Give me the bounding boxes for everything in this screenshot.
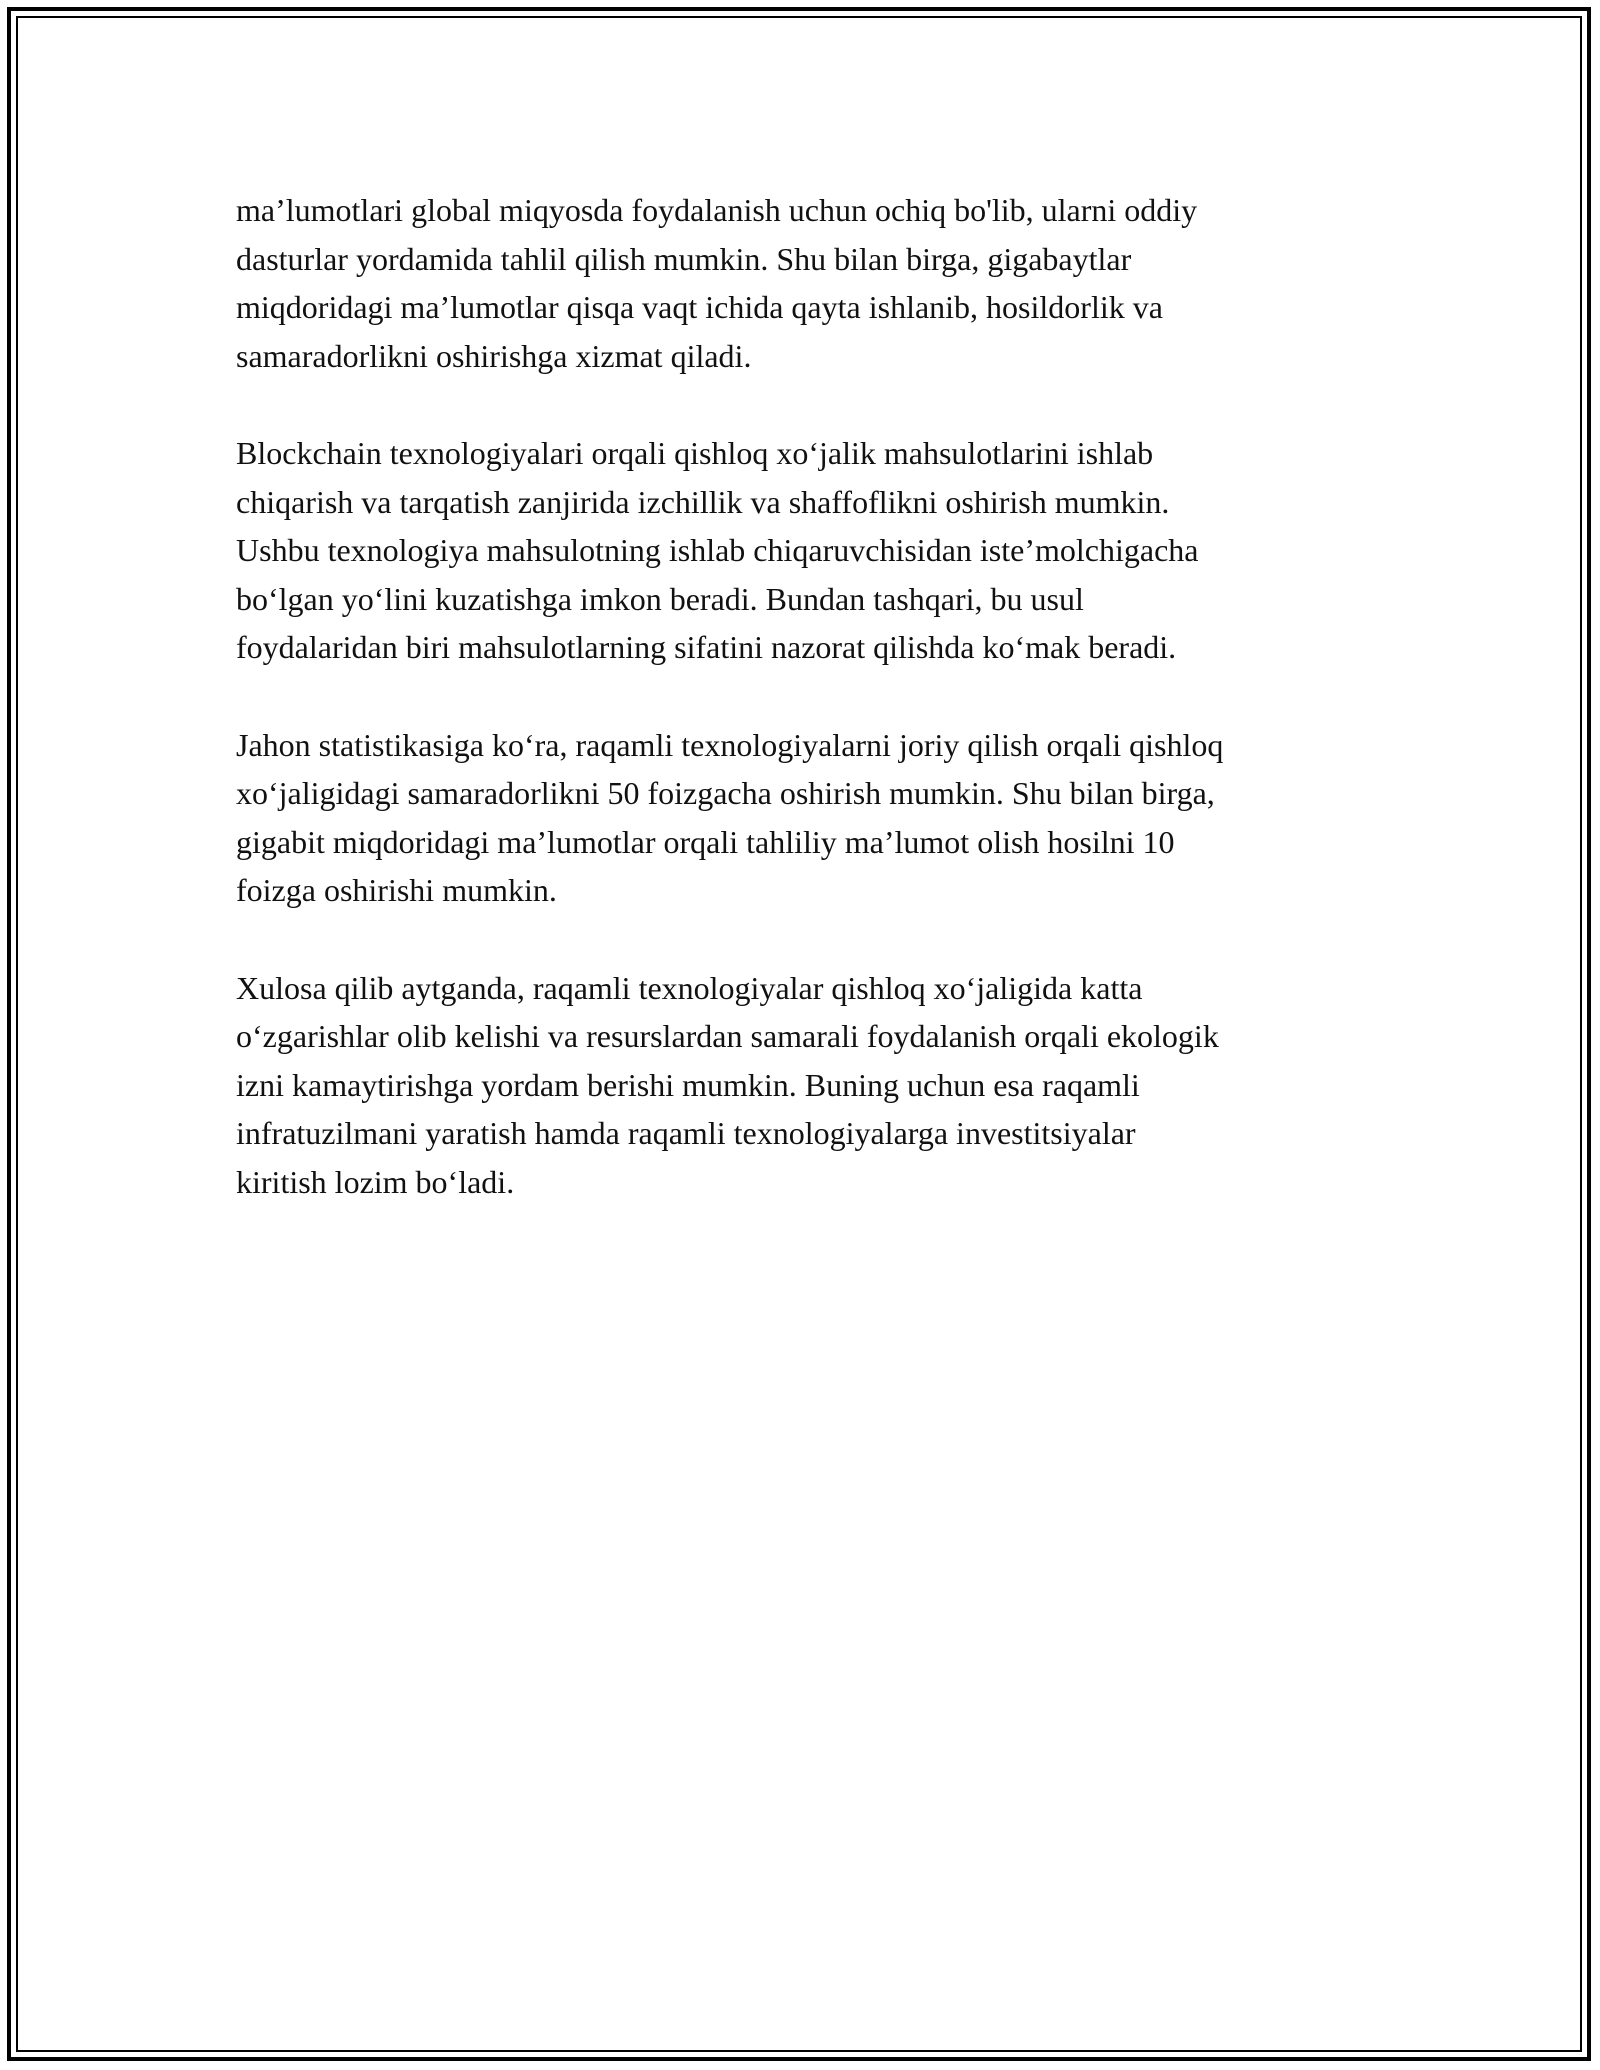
text-line: Jahon statistikasiga ko‘ra, raqamli texnologiyalarni joriy qilish orqali qishloq [236, 726, 1224, 763]
document-body [236, 186, 1376, 1255]
text-line: foydalaridan biri mahsulotlarning sifatini nazorat qilishda ko‘mak beradi. [236, 629, 1177, 666]
text-line: Blockchain texnologiyalari orqali qishloq xo‘jalik mahsulotlarini ishlab [236, 434, 1154, 471]
paragraph-blockchain [236, 429, 1376, 672]
text-line: Ushbu texnologiya mahsulotning ishlab chiqaruvchisidan iste’molchigacha [236, 532, 1199, 569]
text-line: kiritish lozim bo‘ladi. [236, 1163, 515, 1200]
paragraph-conclusion [236, 964, 1376, 1207]
text-line: gigabit miqdoridagi ma’lumotlar orqali tahliliy ma’lumot olish hosilni 10 [236, 823, 1175, 860]
text-line: o‘zgarishlar olib kelishi va resurslardan samarali foydalanish orqali ekologik [236, 1018, 1219, 1055]
text-line: chiqarish va tarqatish zanjirida izchillik va shaffoflikni oshirish mumkin. [236, 483, 1170, 520]
text-line: ma’lumotlari global miqyosda foydalanish uchun ochiq bo'lib, ularni oddiy [236, 192, 1198, 228]
text-line: infratuzilmani yaratish hamda raqamli texnologiyalarga investitsiyalar [236, 1115, 1136, 1152]
text-line: izni kamaytirishga yordam berishi mumkin. Buning uchun esa raqamli [236, 1066, 1140, 1103]
text-line: foizga oshirishi mumkin. [236, 872, 557, 909]
text-line: miqdoridagi ma’lumotlar qisqa vaqt ichida qayta ishlanib, hosildorlik va [236, 289, 1163, 326]
text-line: bo‘lgan yo‘lini kuzatishga imkon beradi. Bundan tashqari, bu usul [236, 580, 1084, 617]
text-line: dasturlar yordamida tahlil qilish mumkin. Shu bilan birga, gigabaytlar [236, 240, 1132, 277]
paragraph-data-analysis [236, 186, 1376, 380]
text-line: samaradorlikni oshirishga xizmat qiladi. [236, 337, 752, 374]
text-line: Xulosa qilib aytganda, raqamli texnologiyalar qishloq xo‘jaligida katta [236, 969, 1143, 1006]
text-line: xo‘jaligidagi samaradorlikni 50 foizgacha oshirish mumkin. Shu bilan birga, [236, 775, 1215, 812]
paragraph-statistics [236, 721, 1376, 915]
